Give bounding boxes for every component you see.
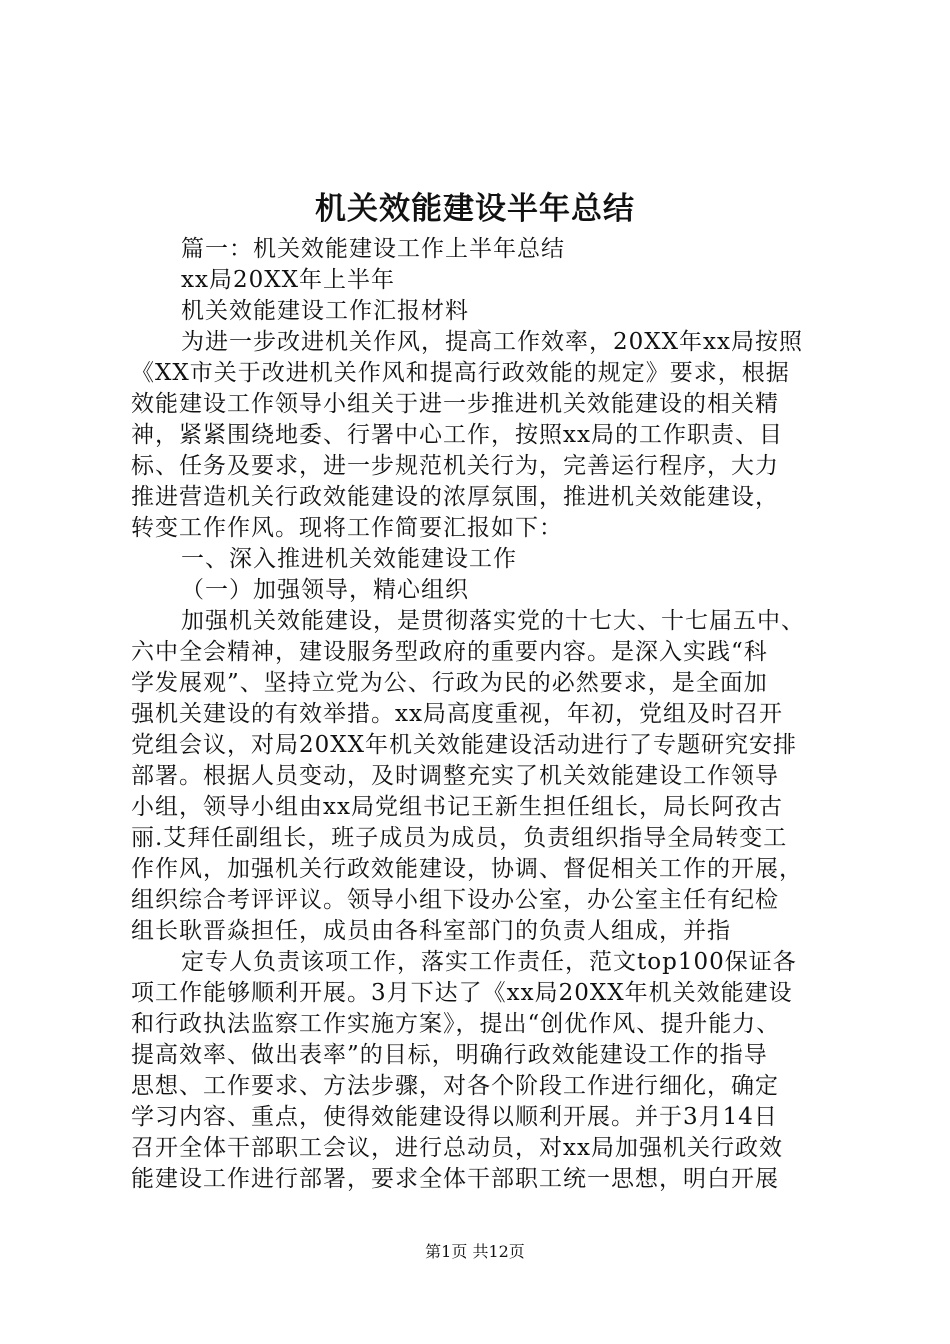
document-body bbox=[131, 234, 836, 1195]
page-number: 第1页 共12页 bbox=[425, 1242, 525, 1261]
text-line: 定专人负责该项工作，落实工作责任，范文top100保证各 bbox=[181, 949, 797, 975]
text-line: 项工作能够顺利开展。3月下达了《xx局20XX年机关效能建设 bbox=[131, 980, 793, 1006]
text-line: 标、任务及要求，进一步规范机关行为，完善运行程序，大力 bbox=[131, 453, 779, 479]
text-line: 部署。根据人员变动，及时调整充实了机关效能建设工作领导 bbox=[131, 763, 779, 789]
text-line: 强机关建设的有效举措。xx局高度重视，年初，党组及时召开 bbox=[131, 701, 783, 727]
text-line: 为进一步改进机关作风，提高工作效率，20XX年xx局按照 bbox=[181, 329, 803, 355]
text-line: 党组会议，对局20XX年机关效能建设活动进行了专题研究安排 bbox=[131, 732, 798, 758]
text-line: 小组，领导小组由xx局党组书记王新生担任组长，局长阿孜古 bbox=[131, 794, 783, 820]
text-line: 加强机关效能建设，是贯彻落实党的十七大、十七届五中、 bbox=[181, 608, 805, 634]
text-line: 转变工作作风。现将工作简要汇报如下： bbox=[131, 515, 563, 541]
text-line: 效能建设工作领导小组关于进一步推进机关效能建设的相关精 bbox=[131, 391, 779, 417]
text-line: 召开全体干部职工会议，进行总动员，对xx局加强机关行政效 bbox=[131, 1135, 783, 1161]
document-title: 机关效能建设半年总结 bbox=[315, 191, 635, 227]
text-line: 推进营造机关行政效能建设的浓厚氛围，推进机关效能建设， bbox=[131, 484, 779, 510]
text-line: 篇一：机关效能建设工作上半年总结 bbox=[181, 236, 565, 262]
text-line: 机关效能建设工作汇报材料 bbox=[181, 298, 469, 324]
text-line: 六中全会精神，建设服务型政府的重要内容。是深入实践“科 bbox=[131, 639, 768, 665]
text-line: 组长耿晋焱担任，成员由各科室部门的负责人组成，并指 bbox=[131, 918, 731, 944]
text-line: 学习内容、重点，使得效能建设得以顺利开展。并于3月14日 bbox=[131, 1104, 778, 1130]
text-line: 作作风，加强机关行政效能建设，协调、督促相关工作的开展， bbox=[131, 856, 803, 882]
text-line: 学发展观”、坚持立党为公、行政为民的必然要求，是全面加 bbox=[131, 670, 768, 696]
text-line: 能建设工作进行部署，要求全体干部职工统一思想，明白开展 bbox=[131, 1166, 779, 1192]
text-line: 《XX市关于改进机关作风和提高行政效能的规定》要求，根据 bbox=[131, 360, 790, 386]
text-line: 组织综合考评评议。领导小组下设办公室，办公室主任有纪检 bbox=[131, 887, 779, 913]
text-line: 一、深入推进机关效能建设工作 bbox=[181, 546, 517, 572]
text-line: 丽.艾拜任副组长，班子成员为成员，负责组织指导全局转变工 bbox=[131, 825, 788, 851]
text-line: 和行政执法监察工作实施方案》，提出“创优作风、提升能力、 bbox=[131, 1011, 781, 1037]
text-line: （一）加强领导，精心组织 bbox=[181, 577, 469, 603]
text-line: 思想、工作要求、方法步骤，对各个阶段工作进行细化，确定 bbox=[131, 1073, 779, 1099]
text-line: 提高效率、做出表率”的目标，明确行政效能建设工作的指导 bbox=[131, 1042, 768, 1068]
text-line: xx局20XX年上半年 bbox=[181, 267, 395, 293]
text-line: 神，紧紧围绕地委、行署中心工作，按照xx局的工作职责、目 bbox=[131, 422, 783, 448]
